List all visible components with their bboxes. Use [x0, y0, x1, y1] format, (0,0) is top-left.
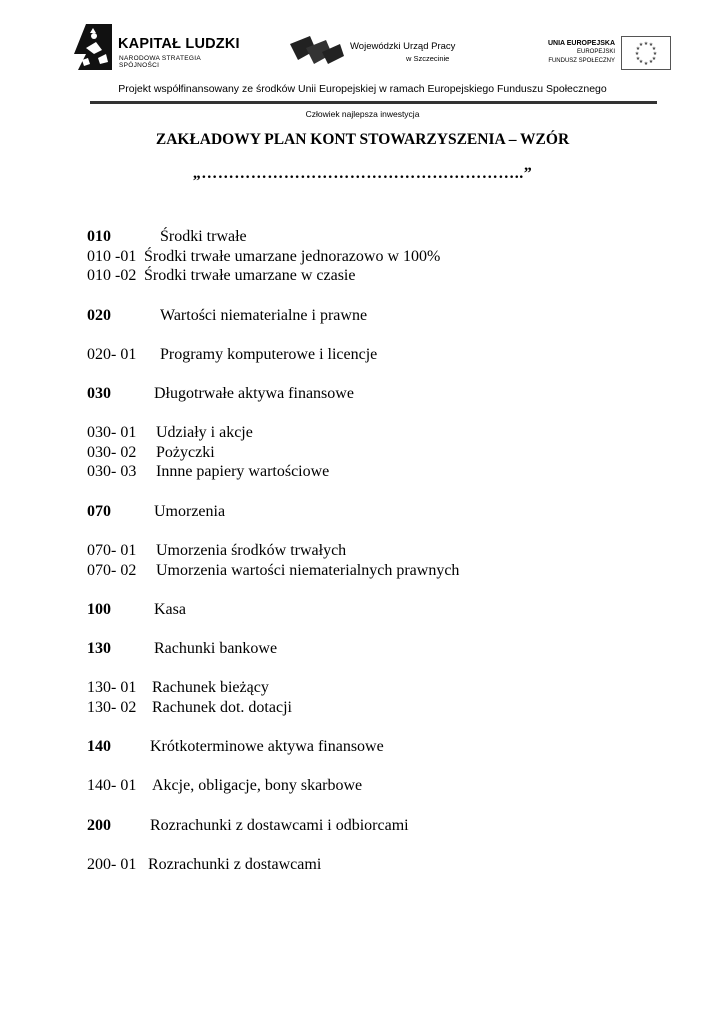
kapital-ludzki-logo [72, 22, 242, 72]
account-code: 130- 02 [87, 699, 137, 716]
account-code: 020 [87, 307, 111, 324]
account-name: Akcje, obligacje, bony skarbowe [152, 777, 363, 794]
svg-text:★: ★ [643, 41, 649, 47]
account-code: 030- 03 [87, 463, 137, 480]
account-name: Pożyczki [156, 444, 215, 461]
account-name: Środki trwałe umarzane w czasie [144, 267, 356, 284]
svg-text:★: ★ [635, 56, 641, 62]
account-name: Środki trwałe umarzane jednorazowo w 100% [144, 248, 441, 265]
account-name: Rachunek bieżący [152, 679, 269, 696]
account-code: 140 [87, 738, 111, 755]
account-name: Środki trwałe [160, 228, 247, 245]
account-name: Kasa [154, 601, 186, 618]
account-name: Rozrachunki z dostawcami [148, 856, 322, 873]
eu-name: UNIA EUROPEJSKA [547, 40, 615, 47]
association-name-placeholder: „…………………………………………………..” [192, 165, 533, 182]
wup-name: Wojewódzki Urząd Pracy [350, 41, 456, 52]
account-name: Rozrachunki z dostawcami i odbiorcami [150, 817, 409, 834]
kapital-ludzki-subtitle: NARODOWA STRATEGIA SPÓJNOŚCI [119, 55, 201, 69]
header-divider [90, 101, 657, 104]
account-code: 030 [87, 385, 111, 402]
account-name: Długotrwałe aktywa finansowe [154, 385, 354, 402]
account-code: 010 -01 [87, 248, 137, 265]
account-name: Umorzenia środków trwałych [156, 542, 347, 559]
wup-city: w Szczecinie [406, 54, 450, 63]
account-name: Rachunki bankowe [154, 640, 278, 657]
eu-text [548, 39, 615, 66]
account-name: Wartości niematerialne i prawne [160, 307, 368, 324]
svg-text:★: ★ [635, 46, 641, 52]
wup-emblem-icon [288, 34, 346, 66]
cofunding-note: Projekt współfinansowany ze środków Unii Europejskiej w ramach Europejskiego Funduszu Społecznego [118, 83, 607, 95]
eu-logo [540, 33, 675, 73]
account-code: 100 [87, 601, 111, 618]
account-code: 070- 02 [87, 562, 137, 579]
svg-text:★: ★ [651, 46, 657, 52]
kapital-ludzki-title: KAPITAŁ LUDZKI [118, 36, 240, 52]
svg-text:★: ★ [638, 59, 644, 65]
account-name: Umorzenia wartości niematerialnych prawnych [156, 562, 460, 579]
account-code: 200- 01 [87, 856, 137, 873]
account-code: 130 [87, 640, 111, 657]
document-title: ZAKŁADOWY PLAN KONT STOWARZYSZENIA – WZÓR [155, 131, 570, 148]
svg-text:★: ★ [638, 42, 644, 48]
account-name: Umorzenia [154, 503, 226, 520]
svg-text:★: ★ [643, 61, 649, 67]
account-name: Rachunek dot. dotacji [152, 699, 292, 716]
svg-text:★: ★ [634, 51, 640, 57]
account-code: 010 [87, 228, 111, 245]
account-code: 070- 01 [87, 542, 137, 559]
wup-logo [288, 34, 488, 74]
account-code: 020- 01 [87, 346, 137, 363]
account-code: 130- 01 [87, 679, 137, 696]
motto: Człowiek najlepsza inwestycja [305, 109, 420, 119]
svg-text:★: ★ [651, 56, 657, 62]
eu-flag-icon [621, 36, 671, 70]
account-code: 030- 01 [87, 424, 137, 441]
account-name: Innne papiery wartościowe [156, 463, 330, 480]
account-code: 140- 01 [87, 777, 137, 794]
kapital-ludzki-emblem-icon [72, 24, 112, 70]
svg-text:★: ★ [648, 42, 654, 48]
document-header [0, 0, 725, 130]
eu-fund-line2: FUNDUSZ SPOŁECZNY [548, 58, 615, 64]
svg-text:★: ★ [652, 51, 658, 57]
account-code: 070 [87, 503, 111, 520]
account-name: Programy komputerowe i licencje [160, 346, 378, 363]
account-name: Krótkoterminowe aktywa finansowe [150, 738, 384, 755]
account-code: 030- 02 [87, 444, 137, 461]
account-code: 010 -02 [87, 267, 137, 284]
account-code: 200 [87, 817, 111, 834]
account-name: Udziały i akcje [156, 424, 253, 441]
svg-text:★: ★ [648, 59, 654, 65]
eu-fund-line1: EUROPEJSKI [576, 49, 615, 55]
